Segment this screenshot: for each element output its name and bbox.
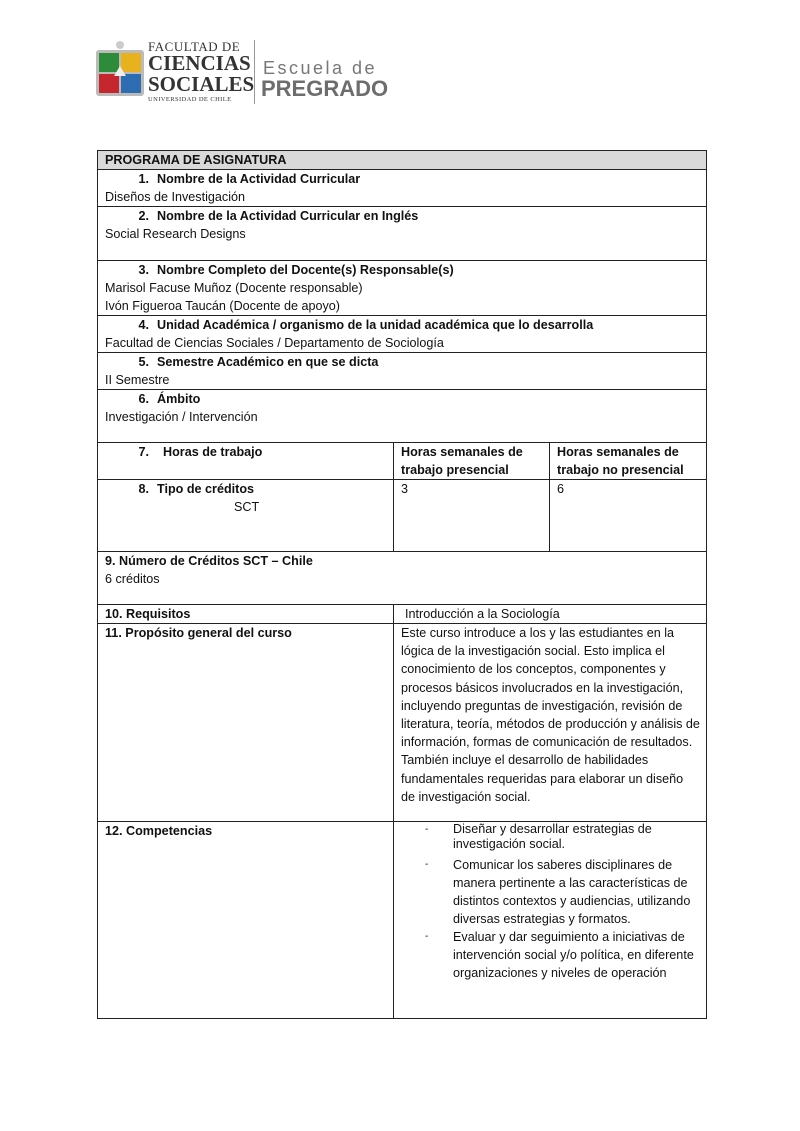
section-9: 9. Número de Créditos SCT – Chile 6 créditos bbox=[98, 552, 707, 605]
list-item: - Evaluar y dar seguimiento a iniciativas de intervención social y/o política, en diferente organizaciones y niveles de operación bbox=[425, 928, 706, 982]
hours-no-presencial-header: Horas semanales de trabajo no presencial bbox=[550, 443, 707, 480]
section-6: 6. Ámbito Investigación / Intervención bbox=[98, 390, 707, 443]
section-10-value: Introducción a la Sociología bbox=[394, 605, 707, 624]
list-item: - Diseñar y desarrollar estrategias de investigación social. bbox=[425, 822, 706, 852]
section-12-value bbox=[394, 822, 707, 1019]
table-title: PROGRAMA DE ASIGNATURA bbox=[98, 151, 707, 170]
university-crest-icon bbox=[96, 40, 144, 96]
section-11-value: Este curso introduce a los y las estudiantes en la lógica de la investigación social. Esto implica el conocimiento de los conceptos, componentes y procesos básicos involucrados en la investigación, incluyendo preguntas de investigación, revisión de literatura, teoría, métodos de producción y análisis de información, formas de comunicación de resultados. También incluye el desarrollo de habilidades fundamentales requeridas para elaborar un diseño de investigación social. bbox=[394, 624, 707, 822]
section-8: 8. Tipo de créditos SCT bbox=[98, 480, 394, 552]
hours-presencial: 3 bbox=[394, 480, 550, 552]
section-4: 4. Unidad Académica / organismo de la unidad académica que lo desarrolla Facultad de Ciencias Sociales / Departamento de Sociología bbox=[98, 316, 707, 353]
list-item: - Comunicar los saberes disciplinares de manera pertinente a las características de distintos contextos y audiencias, utilizando diversas estrategias y formatos. bbox=[425, 856, 706, 928]
hours-presencial-header: Horas semanales de trabajo presencial bbox=[394, 443, 550, 480]
competencies-list bbox=[401, 822, 706, 982]
section-10-label: 10. Requisitos bbox=[98, 605, 394, 624]
section-12-label: 12. Competencias bbox=[98, 822, 394, 1019]
section-5: 5. Semestre Académico en que se dicta II Semestre bbox=[98, 353, 707, 390]
section-3: 3. Nombre Completo del Docente(s) Responsable(s) Marisol Facuse Muñoz (Docente responsable) Ivón Figueroa Taucán (Docente de apoyo) bbox=[98, 261, 707, 316]
logo-divider bbox=[254, 40, 255, 104]
section-2: 2. Nombre de la Actividad Curricular en Inglés Social Research Designs bbox=[98, 207, 707, 261]
section-1: 1. Nombre de la Actividad Curricular Diseños de Investigación bbox=[98, 170, 707, 207]
faculty-logo: FACULTAD DE CIENCIAS SOCIALES UNIVERSIDAD DE CHILE Escuela de PREGRADO bbox=[96, 16, 396, 106]
section-11-label: 11. Propósito general del curso bbox=[98, 624, 394, 822]
hours-no-presencial: 6 bbox=[550, 480, 707, 552]
section-7: 7. Horas de trabajo bbox=[98, 443, 394, 480]
program-table bbox=[97, 150, 707, 1019]
